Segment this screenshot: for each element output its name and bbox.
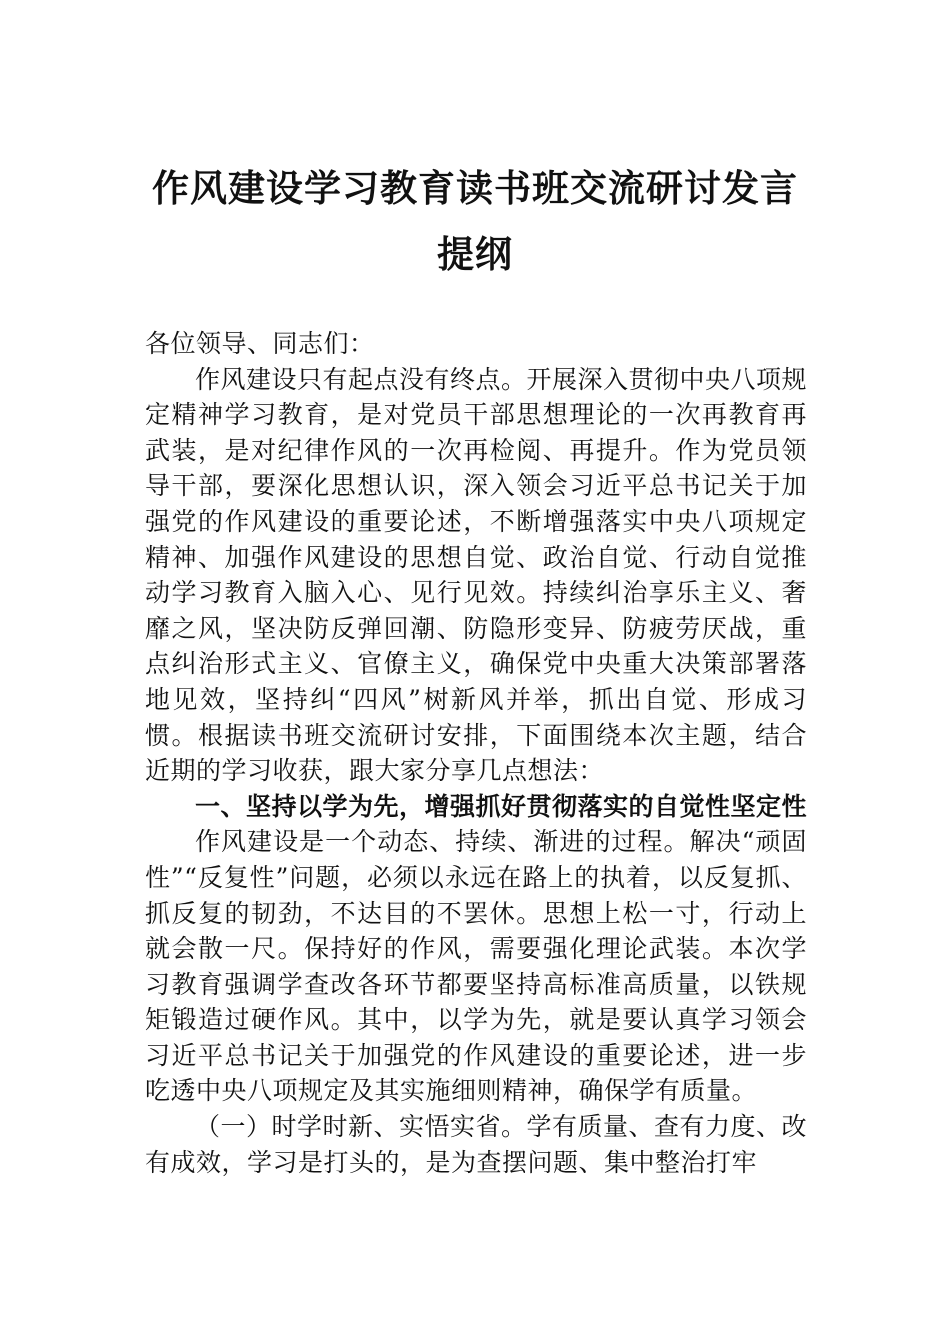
subsection-1-paragraph: （一）时学时新、实悟实省。学有质量、查有力度、改有成效，学习是打头的，是为查摆问题、集中整治打牢	[145, 1112, 808, 1177]
section-heading-1: 一、坚持以学为先，增强抓好贯彻落实的自觉性坚定性	[195, 791, 808, 821]
document-body	[145, 326, 807, 1180]
section-1-paragraph: 作风建设是一个动态、持续、渐进的过程。解决“顽固性”“反复性”问题，必须以永远在路上的执着，以反复抓、抓反复的韧劲，不达目的不罢休。思想上松一寸，行动上就会散一尺。保持好的作风，需要强化理论武装。本次学习教育强调学查改各环节都要坚持高标准高质量，以铁规矩锻造过硬作风。其中，以学为先，就是要认真学习领会习近平总书记关于加强党的作风建设的重要论述，进一步吃透中央八项规定及其实施细则精神，确保学有质量。	[145, 827, 807, 1106]
salutation: 各位领导、同志们：	[145, 329, 375, 358]
intro-paragraph: 作风建设只有起点没有终点。开展深入贯彻中央八项规定精神学习教育，是对党员干部思想理论的一次再教育再武装，是对纪律作风的一次再检阅、再提升。作为党员领导干部，要深化思想认识，深入领会习近平总书记关于加强党的作风建设的重要论述，不断增强落实中央八项规定精神、加强作风建设的思想自觉、政治自觉、行动自觉推动学习教育入脑入心、见行见效。持续纠治享乐主义、奢靡之风，坚决防反弹回潮、防隐形变异、防疲劳厌战，重点纠治形式主义、官僚主义，确保党中央重大决策部署落地见效，坚持纠“四风”树新风并举，抓出自觉、形成习惯。根据读书班交流研讨安排，下面围绕本次主题，结合近期的学习收获，跟大家分享几点想法：	[145, 364, 808, 786]
document-title: 作风建设学习教育读书班交流研讨发言提纲	[152, 166, 798, 276]
